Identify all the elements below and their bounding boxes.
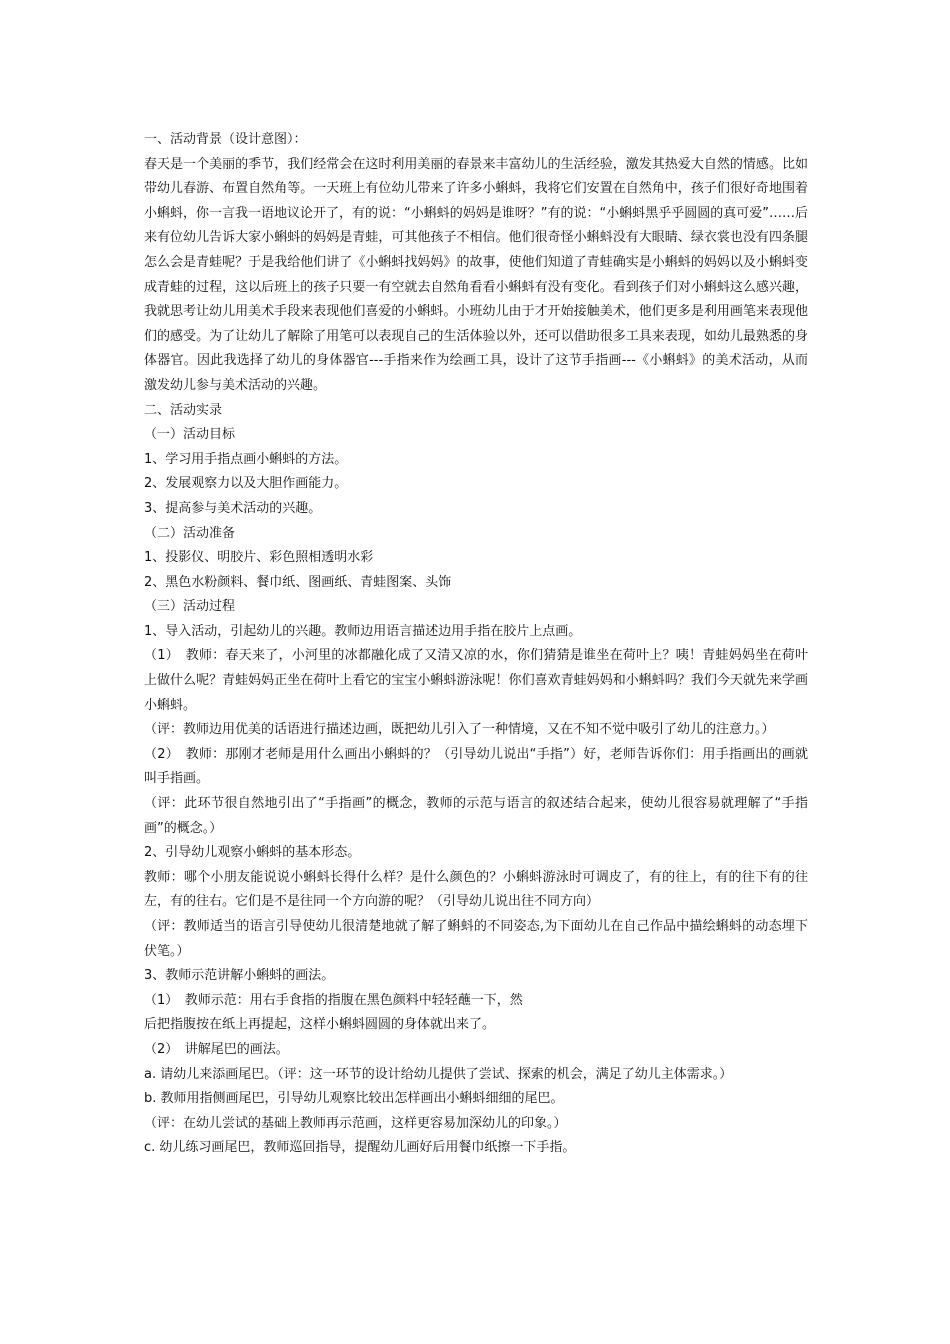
comment-4: （评：在幼儿尝试的基础上教师再示范画，这样更容易加深幼儿的印象。） (144, 1115, 567, 1131)
step-2: 2、引导幼儿观察小蝌蚪的基本形态。 (144, 845, 361, 861)
step-3-2-a: a. 请幼儿来添画尾巴。（评：这一环节的设计给幼儿提供了尝试、探索的机会，满足了幼儿主体需求。） (144, 1066, 733, 1082)
list-item-prep-2: 2、黑色水粉颜料、餐巾纸、图画纸、青蛙图案、头饰 (144, 574, 452, 590)
step-3-1: （1） 教师示范：用右手食指的指腹在黑色颜料中轻轻蘸一下，然 (144, 992, 523, 1008)
teacher-question: 教师：哪个小朋友能说说小蝌蚪长得什么样？是什么颜色的？小蝌蚪游泳时可调皮了，有的往上，有的往下有的往左，有的往右。它们是不是往同一个方向游的呢？（引导幼儿说出往不同方向） (144, 869, 808, 910)
step-1-2: （2） 教师：那刚才老师是用什么画出小蝌蚪的？（引导幼儿说出“手指”）好，老师告诉你们：用手指画出的画就叫手指画。 (144, 746, 808, 787)
document-body (144, 128, 808, 1161)
step-3-2-b: b. 教师用指侧画尾巴，引导幼儿观察比较出怎样画出小蝌蚪细细的尾巴。 (144, 1091, 564, 1107)
subheading-preparation: （二）活动准备 (144, 525, 236, 541)
subheading-process: （三）活动过程 (144, 599, 236, 615)
step-3: 3、教师示范讲解小蝌蚪的画法。 (144, 968, 335, 984)
list-item-goal-2: 2、发展观察力以及大胆作画能力。 (144, 476, 348, 492)
paragraph-background: 春天是一个美丽的季节，我们经常会在这时利用美丽的春景来丰富幼儿的生活经验，激发其热爱大自然的情感。比如带幼儿春游、布置自然角等。一天班上有位幼儿带来了许多小蝌蚪，我将它们安置在自然角中，孩子们很好奇地围着小蝌蚪，你一言我一语地议论开了，有的说：“小蝌蚪的妈妈是谁呀？”有的说：“小蝌蚪黑乎乎圆圆的真可爱”……后来有位幼儿告诉大家小蝌蚪的妈妈是青蛙，可其他孩子不相信。他们很奇怪小蝌蚪没有大眼睛、绿衣裳也没有四条腿怎么会是青蛙呢？于是我给他们讲了《小蝌蚪找妈妈》的故事，使他们知道了青蛙确实是小蝌蚪的妈妈以及小蝌蚪变成青蛙的过程，这以后班上的孩子只要一有空就去自然角看看小蝌蚪有没有变化。看到孩子们对小蝌蚪这么感兴趣，我就思考让幼儿用美术手段来表现他们喜爱的小蝌蚪。小班幼儿由于才开始接触美术，他们更多是利用画笔来表现他们的感受。为了让幼儿了解除了用笔可以表现自己的生活体验以外，还可以借助很多工具来表现，如幼儿最熟悉的身体器官。因此我选择了幼儿的身体器官---手指来作为绘画工具，设计了这节手指画---《小蝌蚪》的美术活动，从而激发幼儿参与美术活动的兴趣。 (144, 156, 808, 393)
step-3-1-cont: 后把指腹按在纸上再提起，这样小蝌蚪圆圆的身体就出来了。 (144, 1017, 496, 1033)
list-item-goal-1: 1、学习用手指点画小蝌蚪的方法。 (144, 451, 348, 467)
step-1: 1、导入活动，引起幼儿的兴趣。教师边用语言描述边用手指在胶片上点画。 (144, 623, 582, 639)
comment-3: （评：教师适当的语言引导使幼儿很清楚地就了解了蝌蚪的不同姿态,为下面幼儿在自己作品中描绘蝌蚪的动态埋下伏笔。） (144, 919, 808, 959)
step-3-2: （2） 讲解尾巴的画法。 (144, 1041, 289, 1057)
comment-2: （评：此环节很自然地引出了“手指画”的概念，教师的示范与语言的叙述结合起来，使幼儿很容易就理解了“手指画”的概念。） (144, 796, 808, 836)
section-heading-record: 二、活动实录 (144, 402, 223, 418)
list-item-goal-3: 3、提高参与美术活动的兴趣。 (144, 500, 322, 516)
subheading-goals: （一）活动目标 (144, 427, 236, 443)
step-3-2-c: c. 幼儿练习画尾巴，教师巡回指导，提醒幼儿画好后用餐巾纸擦一下手指。 (144, 1140, 576, 1156)
step-1-1: （1） 教师：春天来了，小河里的冰都融化成了又清又凉的水，你们猜猜是谁坐在荷叶上？咦！青蛙妈妈坐在荷叶上做什么呢？青蛙妈妈正坐在荷叶上看它的宝宝小蝌蚪游泳呢！你们喜欢青蛙妈妈和小蝌蚪吗？我们今天就先来学画小蝌蚪。 (144, 648, 808, 713)
comment-1: （评：教师边用优美的话语进行描述边画，既把幼儿引入了一种情境，又在不知不觉中吸引了幼儿的注意力。） (144, 722, 775, 738)
section-heading-background: 一、活动背景（设计意图）： (144, 132, 307, 147)
list-item-prep-1: 1、投影仪、明胶片、彩色照相透明水彩 (144, 550, 374, 566)
